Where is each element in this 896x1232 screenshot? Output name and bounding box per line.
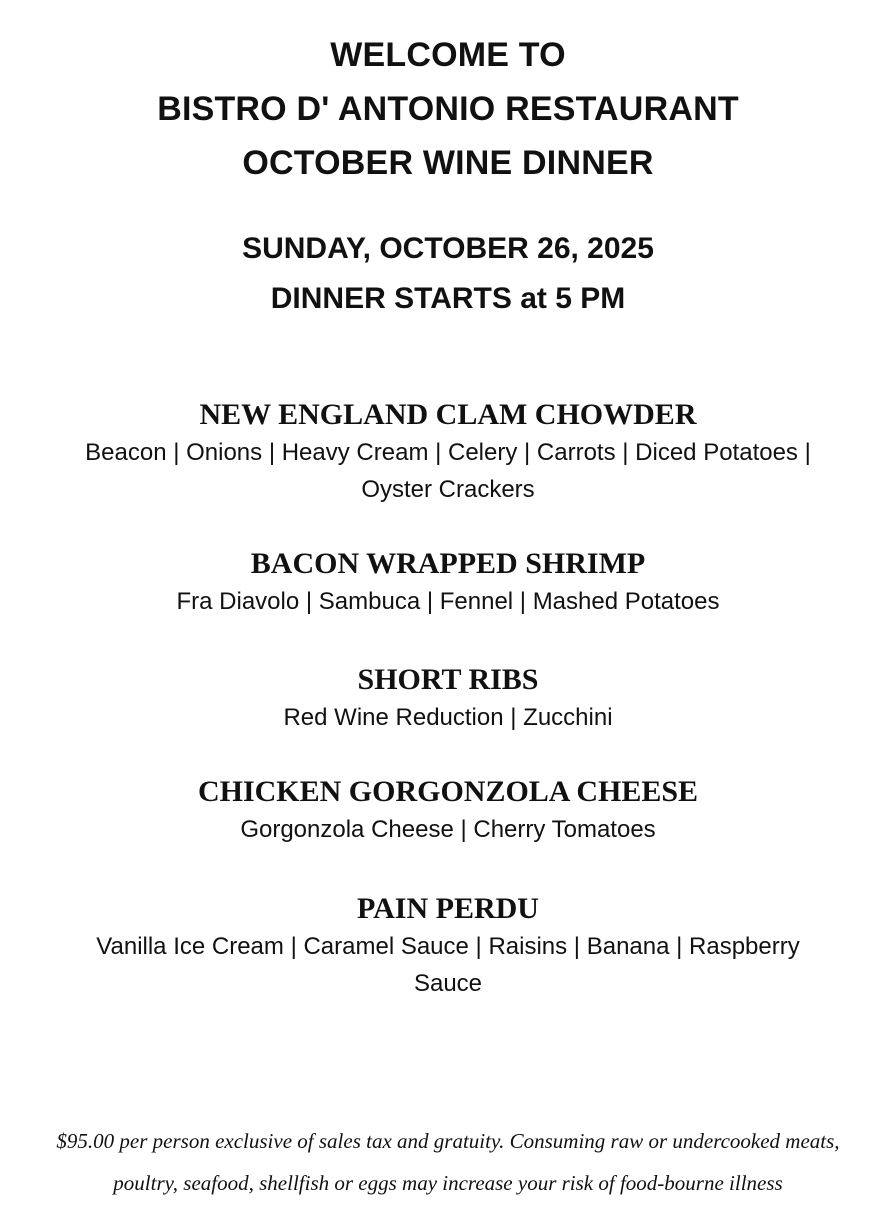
course-description-line: Vanilla Ice Cream | Caramel Sauce | Raisins | Banana | Raspberry <box>96 933 800 960</box>
course-description <box>0 928 896 1002</box>
course-description-line: Red Wine Reduction | Zucchini <box>283 704 613 731</box>
course-description-line: Gorgonzola Cheese | Cherry Tomatoes <box>240 816 656 843</box>
restaurant-name: BISTRO D' ANTONIO RESTAURANT <box>157 90 739 128</box>
course-clam-chowder <box>0 396 896 508</box>
event-details <box>0 224 896 324</box>
course-description <box>0 583 896 620</box>
course-title: SHORT RIBS <box>357 663 539 696</box>
event-date: SUNDAY, OCTOBER 26, 2025 <box>242 232 654 265</box>
welcome-line: WELCOME TO <box>330 36 566 74</box>
course-description-line: Beacon | Onions | Heavy Cream | Celery | Carrots | Diced Potatoes | <box>85 439 811 466</box>
menu-header <box>0 28 896 190</box>
health-warning-line: poultry, seafood, shellfish or eggs may increase your risk of food-bourne illness <box>113 1171 783 1195</box>
course-description <box>0 811 896 848</box>
event-name: OCTOBER WINE DINNER <box>242 144 654 182</box>
course-description-line: Fra Diavolo | Sambuca | Fennel | Mashed Potatoes <box>176 588 720 615</box>
course-bacon-wrapped-shrimp <box>0 545 896 620</box>
price-line: $95.00 per person exclusive of sales tax and gratuity. Consuming raw or undercooked meats, <box>56 1129 840 1153</box>
course-description-line: Sauce <box>413 970 483 997</box>
course-title: CHICKEN GORGONZOLA CHEESE <box>197 775 699 808</box>
pricing-disclaimer <box>0 1120 896 1204</box>
course-title: PAIN PERDU <box>357 892 539 925</box>
course-title: NEW ENGLAND CLAM CHOWDER <box>199 398 697 431</box>
course-description <box>0 434 896 508</box>
course-short-ribs <box>0 661 896 736</box>
course-pain-perdu <box>0 890 896 1002</box>
course-description-line: Oyster Crackers <box>361 476 535 503</box>
course-description <box>0 699 896 736</box>
course-title: BACON WRAPPED SHRIMP <box>250 547 646 580</box>
event-time: DINNER STARTS at 5 PM <box>270 282 626 315</box>
course-chicken-gorgonzola <box>0 773 896 848</box>
